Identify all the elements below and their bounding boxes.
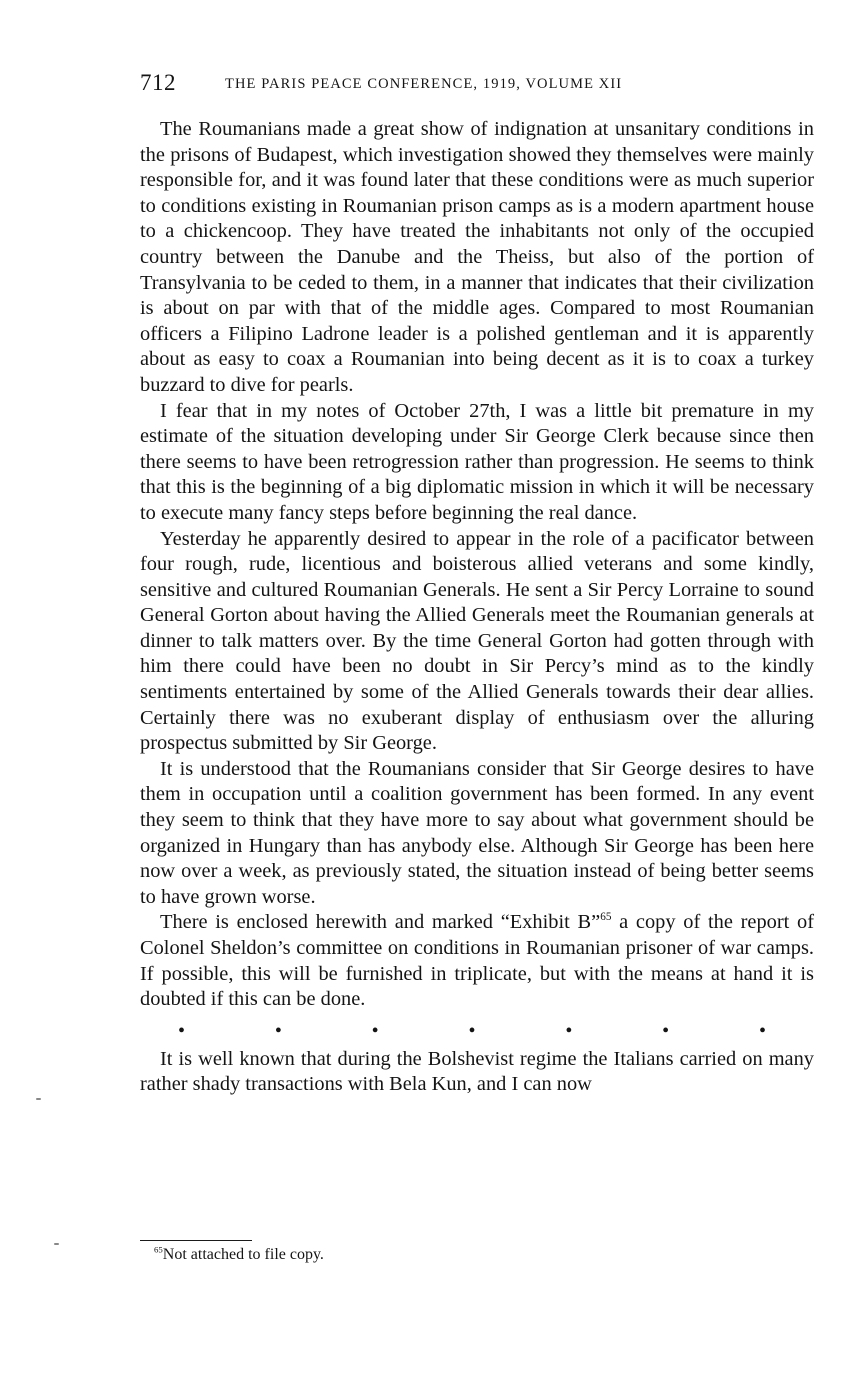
scan-speck xyxy=(54,1243,59,1245)
ellipsis-dot: • xyxy=(274,1019,282,1042)
footnote-reference[interactable]: 65 xyxy=(600,911,612,924)
running-title: THE PARIS PEACE CONFERENCE, 1919, VOLUME XII xyxy=(225,76,623,92)
paragraph: It is understood that the Roumanians consider that Sir George desires to have them in occupation until a coalition government has been formed. In any event they seem to think that they have more to say about what government should be organized in Hungary than has anybody else. Although Sir George has been here now over a week, as previously stated, the situation instead of being better seems to have grown worse. xyxy=(140,757,814,908)
footnote-text: Not attached to file copy. xyxy=(162,1246,324,1263)
paragraph-with-footnote-ref xyxy=(140,910,814,1012)
running-head xyxy=(140,70,820,100)
ellipsis-row xyxy=(140,1015,814,1047)
ellipsis-dot: • xyxy=(468,1019,476,1042)
body-text xyxy=(140,117,814,1098)
page-number: 712 xyxy=(140,70,176,95)
ellipsis-dot: • xyxy=(758,1019,766,1042)
paragraph: It is well known that during the Bolshevist regime the Italians carried on many rather shady transactions with Bela Kun, and I can now xyxy=(140,1047,814,1096)
paragraph-text: There is enclosed herewith and marked “Exhibit B” xyxy=(160,911,601,934)
scan-speck xyxy=(36,1098,41,1100)
ellipsis-dot: • xyxy=(178,1019,186,1042)
footnote xyxy=(154,1244,324,1266)
paragraph-text: a copy of the report of Colonel Sheldon’s committee on conditions in Roumanian prisoner of war camps. If possible, this will be furnished in triplicate, but with the means at hand it is doubted if this can be done. xyxy=(140,911,815,1011)
ellipsis-dot: • xyxy=(565,1019,573,1042)
ellipsis-dot: • xyxy=(662,1019,670,1042)
ellipsis-dot: • xyxy=(371,1019,379,1042)
paragraph: I fear that in my notes of October 27th, I was a little bit premature in my estimate of the situation developing under Sir George Clerk because since then there seems to have been retrogression rather than progression. He seems to think that this is the beginning of a big diplomatic mission in which it will be necessary to execute many fancy steps before beginning the real dance. xyxy=(140,399,814,524)
paragraph: Yesterday he apparently desired to appear in the role of a pacificator between four rough, rude, licentious and boisterous allied veterans and some kindly, sensitive and cultured Roumanian Generals. He sent a Sir Percy Lorraine to sound General Gorton about having the Allied Generals meet the Roumanian generals at dinner to talk matters over. By the time General Gorton had gotten through with him there could have been no doubt in Sir Percy’s mind as to the kindly sentiments entertained by some of the Allied Generals towards their dear allies. Certainly there was no exuberant display of enthusiasm over the alluring prospectus submitted by Sir George. xyxy=(140,527,814,755)
footnote-divider xyxy=(140,1240,252,1241)
paragraph: The Roumanians made a great show of indignation at unsanitary conditions in the prisons of Budapest, which investigation showed they themselves were mainly responsible for, and it was found later that these conditions were as much superior to conditions existing in Roumanian prison camps as is a modern apartment house to a chickencoop. They have treated the inhabitants not only of the occupied country between the Danube and the Theiss, but also of the portion of Transylvania to be ceded to them, in a manner that indicates that their civilization is about on par with that of the middle ages. Compared to most Roumanian officers a Filipino Ladrone leader is a polished gentleman and it is apparently about as easy to coax a Roumanian into being decent as it is to coax a turkey buzzard to dive for pearls. xyxy=(140,118,814,396)
footnote-marker: 65 xyxy=(154,1244,163,1255)
